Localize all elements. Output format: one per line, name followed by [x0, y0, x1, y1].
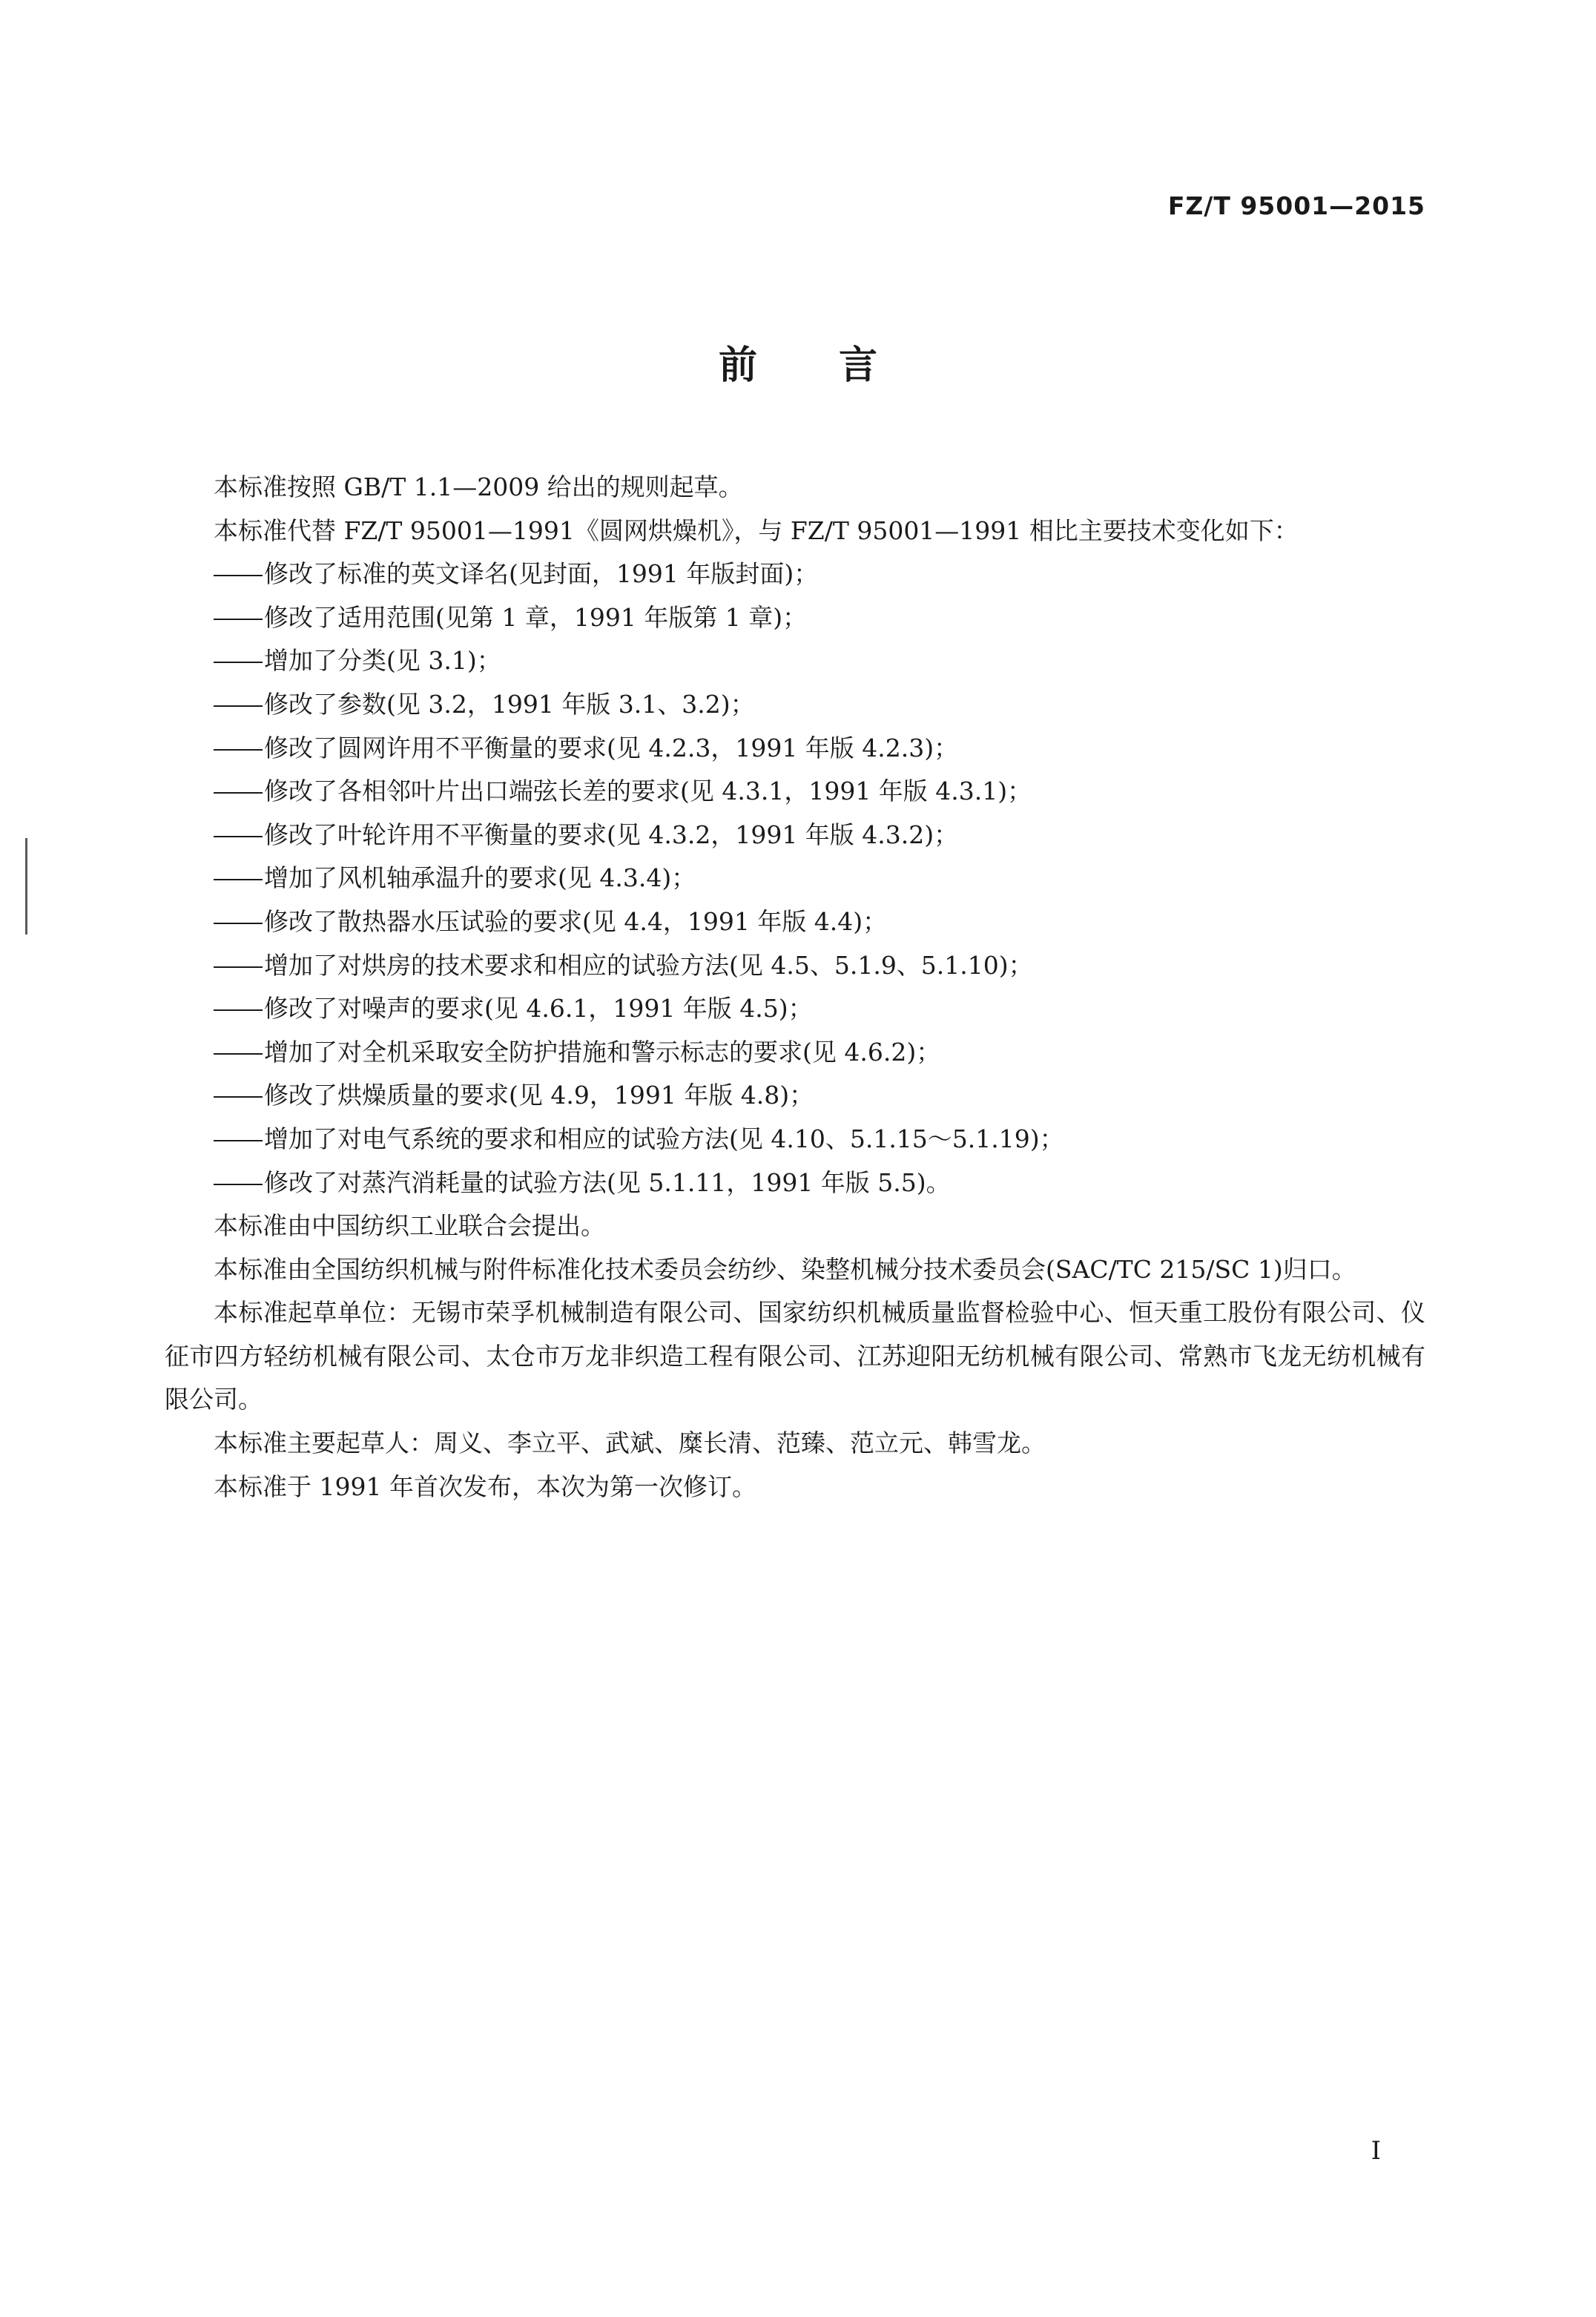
list-item: [165, 770, 1425, 814]
closing-paragraph: 本标准主要起草人：周义、李立平、武斌、糜长清、范臻、范立元、韩雪龙。: [214, 1428, 1046, 1458]
change-text: 修改了叶轮许用不平衡量的要求(见 4.3.2，1991 年版 4.3.2)；: [264, 820, 959, 849]
change-text: 修改了参数(见 3.2，1991 年版 3.1、3.2)；: [264, 689, 755, 719]
list-item: [165, 639, 1425, 683]
change-text: 增加了对烘房的技术要求和相应的试验方法(见 4.5、5.1.9、5.1.10)；: [264, 950, 1033, 980]
dash-mark: [214, 1140, 263, 1141]
change-text: 修改了适用范围(见第 1 章，1991 年版第 1 章)；: [264, 602, 808, 632]
list-item: [165, 944, 1425, 988]
dash-mark: [214, 1096, 263, 1098]
page-number: I: [1371, 2136, 1381, 2166]
page-title: 前言: [718, 343, 959, 388]
change-text: 修改了标准的英文译名(见封面，1991 年版封面)；: [264, 559, 819, 589]
dash-mark: [214, 1053, 263, 1055]
list-item: [165, 1074, 1425, 1118]
scan-artifact-mark: [25, 838, 27, 935]
change-text: 修改了散热器水压试验的要求(见 4.4，1991 年版 4.4)；: [264, 906, 888, 936]
change-text: 增加了分类(见 3.1)；: [264, 646, 501, 676]
change-text: 修改了对蒸汽消耗量的试验方法(见 5.1.11，1991 年版 5.5)。: [264, 1167, 951, 1197]
list-item: [165, 987, 1425, 1031]
standard-number: FZ/T 95001—2015: [1167, 191, 1425, 220]
dash-mark: [214, 836, 263, 837]
change-text: 修改了圆网许用不平衡量的要求(见 4.2.3，1991 年版 4.2.3)；: [264, 733, 959, 762]
change-text: 增加了风机轴承温升的要求(见 4.3.4)；: [264, 863, 696, 893]
change-text: 增加了对电气系统的要求和相应的试验方法(见 4.10、5.1.15～5.1.19)；: [264, 1124, 1064, 1153]
closing-paragraph: 本标准起草单位：无锡市荣孚机械制造有限公司、国家纺织机械质量监督检验中心、恒天重工股份有限公司、仪征市四方轻纺机械有限公司、太仓市万龙非织造工程有限公司、江苏迎阳无纺机械有限公司、常熟市飞龙无纺机械有限公司。: [165, 1298, 1425, 1414]
dash-mark: [214, 966, 263, 968]
dash-mark: [214, 749, 263, 751]
list-item: [165, 1161, 1425, 1205]
dash-mark: [214, 575, 263, 576]
change-text: 修改了对噪声的要求(见 4.6.1，1991 年版 4.5)；: [264, 994, 813, 1024]
list-item: [165, 814, 1425, 857]
foreword-body: [165, 466, 1425, 1509]
change-text: 修改了烘燥质量的要求(见 4.9，1991 年版 4.8)；: [264, 1081, 814, 1110]
dash-mark: [214, 1009, 263, 1011]
list-item: [165, 596, 1425, 640]
dash-mark: [214, 662, 263, 663]
list-item: [165, 553, 1425, 596]
intro-paragraph: 本标准按照 GB/T 1.1—2009 给出的规则起草。: [214, 472, 743, 501]
change-text: 修改了各相邻叶片出口端弦长差的要求(见 4.3.1，1991 年版 4.3.1)；: [264, 777, 1032, 806]
list-item: [165, 1031, 1425, 1075]
closing-paragraph: 本标准由全国纺织机械与附件标准化技术委员会纺纱、染整机械分技术委员会(SAC/TC 215/SC 1)归口。: [214, 1254, 1356, 1284]
closing-paragraph: 本标准由中国纺织工业联合会提出。: [214, 1211, 605, 1241]
change-text: 增加了对全机采取安全防护措施和警示标志的要求(见 4.6.2)；: [264, 1037, 941, 1067]
list-item: [165, 727, 1425, 771]
closing-paragraph: 本标准于 1991 年首次发布，本次为第一次修订。: [214, 1471, 756, 1501]
list-item: [165, 857, 1425, 900]
dash-mark: [214, 1184, 263, 1185]
list-item: [165, 683, 1425, 727]
dash-mark: [214, 792, 263, 794]
intro-paragraph: 本标准代替 FZ/T 95001—1991《圆网烘燥机》，与 FZ/T 95001—1991 相比主要技术变化如下：: [214, 515, 1299, 545]
dash-mark: [214, 619, 263, 620]
dash-mark: [214, 923, 263, 924]
dash-mark: [214, 879, 263, 880]
list-item: [165, 1118, 1425, 1161]
dash-mark: [214, 705, 263, 707]
changes-list: [165, 553, 1425, 1204]
list-item: [165, 900, 1425, 944]
